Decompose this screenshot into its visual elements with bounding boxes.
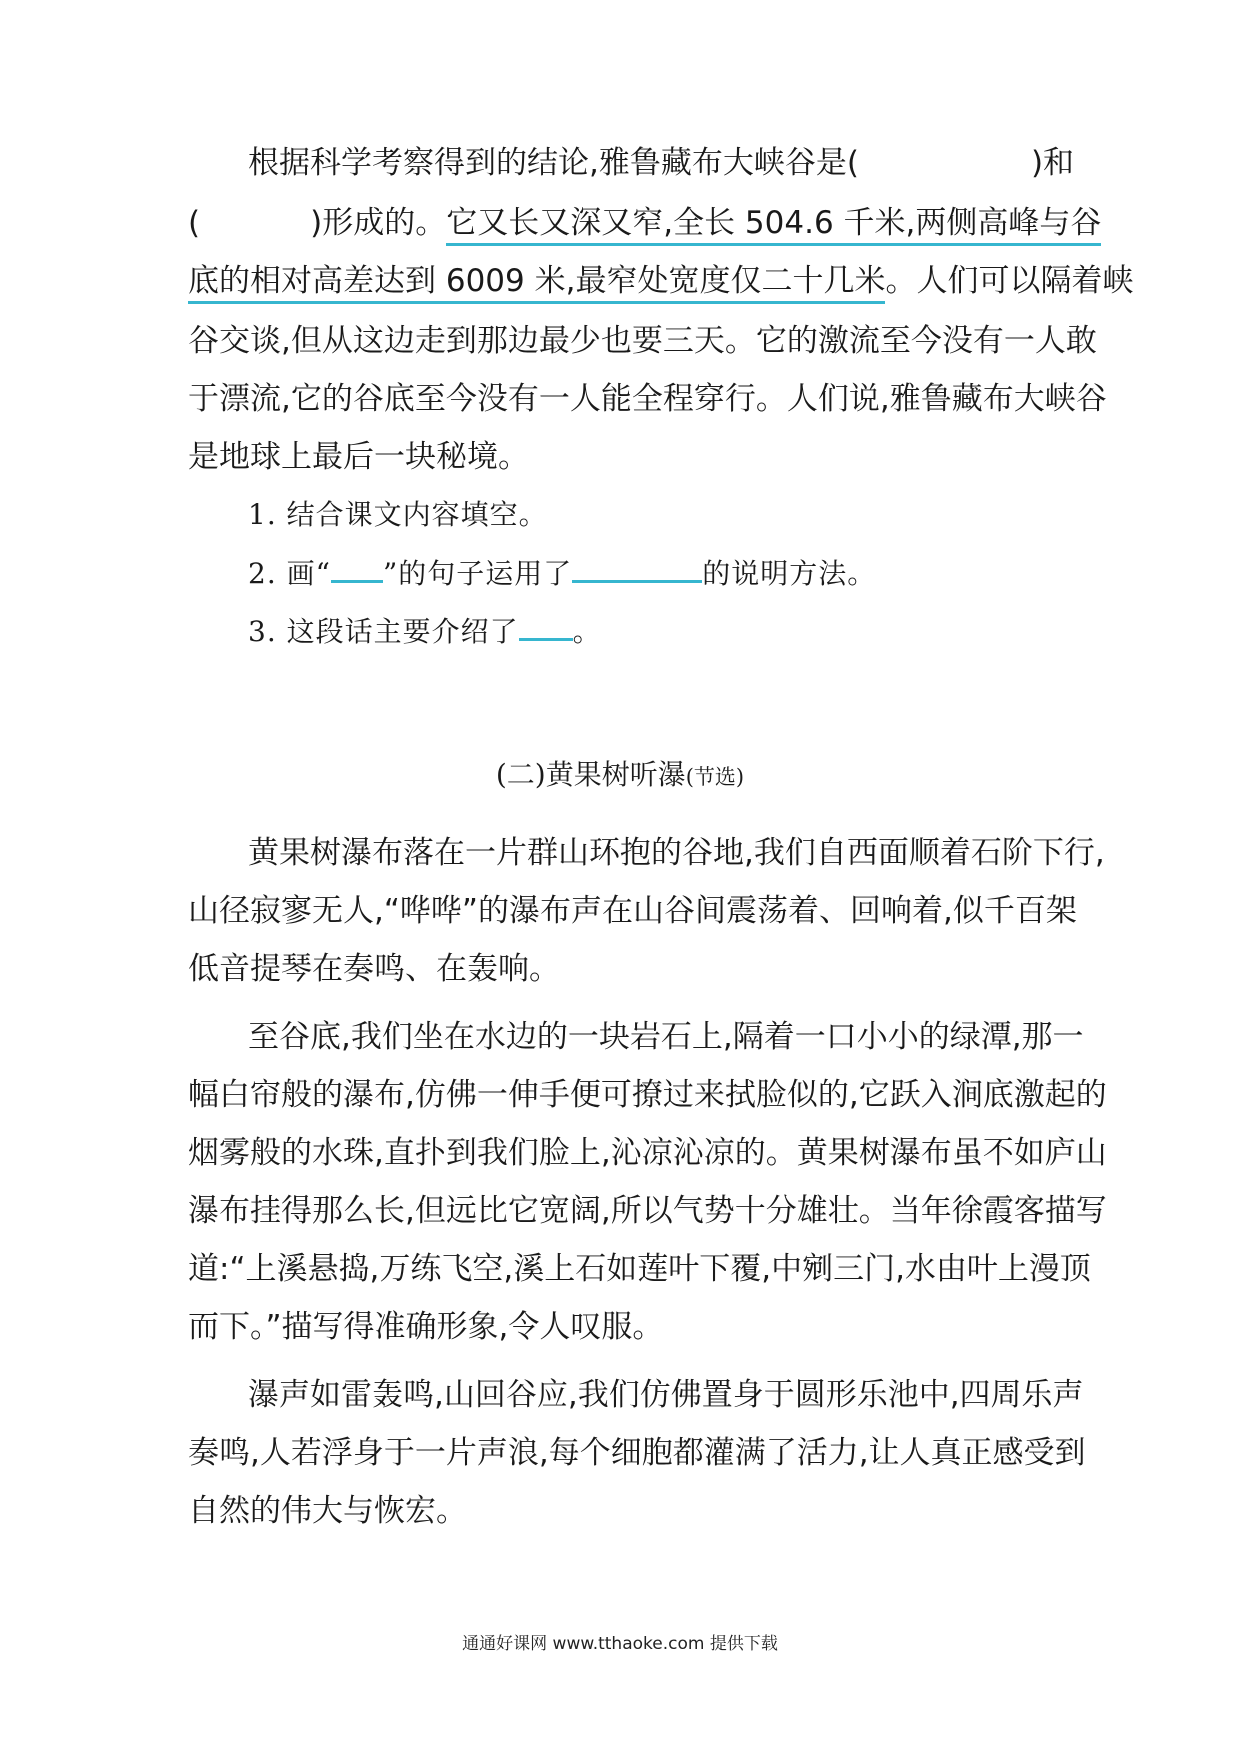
answer-blank-q2-b[interactable]	[572, 550, 702, 583]
passage2-p3-line1: 瀑声如雷轰鸣,山回谷应,我们仿佛置身于圆形乐池中,四周乐声	[248, 1377, 1084, 1413]
passage1-line2	[188, 200, 1102, 246]
passage2-p1-line2: 山径寂寥无人,“哗哗”的瀑布声在山谷间震荡着、回响着,似千百架	[188, 893, 1077, 929]
text: 的说明方法。	[702, 557, 877, 590]
passage2-p3-line3: 自然的伟大与恢宏。	[188, 1493, 467, 1529]
title-note: (节选)	[685, 765, 745, 789]
passage2-p2-line3: 烟雾般的水珠,直扑到我们脸上,沁凉沁凉的。黄果树瀑布虽不如庐山	[188, 1135, 1107, 1171]
section-title	[0, 752, 1240, 800]
question-2	[248, 550, 1068, 597]
passage2-p2-line1: 至谷底,我们坐在水边的一块岩石上,隔着一口小小的绿潭,那一	[248, 1019, 1084, 1055]
text: 。	[572, 615, 602, 648]
passage1-line6: 是地球上最后一块秘境。	[188, 439, 529, 475]
passage1-line1	[248, 140, 1075, 186]
answer-blank-q2-a[interactable]	[331, 550, 383, 583]
passage2-p3-line2: 奏鸣,人若浮身于一片声浪,每个细胞都灌满了活力,让人真正感受到	[188, 1435, 1086, 1471]
passage1-line3	[188, 258, 1134, 304]
text: 3. 这段话主要介绍了	[248, 615, 519, 648]
text: 根据科学考察得到的结论,雅鲁藏布大峡谷是(	[248, 145, 859, 181]
passage2-p1-line3: 低音提琴在奏鸣、在轰响。	[188, 951, 560, 987]
underlined-sentence: 底的相对高差达到 6009 米,最窄处宽度仅二十几米	[188, 263, 885, 304]
text: )和	[1030, 145, 1075, 181]
underlined-sentence: 它又长又深又窄,全长 504.6 千米,两侧高峰与谷	[446, 205, 1101, 246]
text: ”的句子运用了	[382, 557, 573, 590]
text: 。人们可以隔着峡	[885, 263, 1134, 299]
passage2-p2-line6: 而下。”描写得准确形象,令人叹服。	[188, 1309, 664, 1345]
title-text: (二)黄果树听瀑	[495, 758, 686, 791]
text: )形成的。	[310, 205, 447, 241]
passage1-line5: 于漂流,它的谷底至今没有一人能全程穿行。人们说,雅鲁藏布大峡谷	[188, 381, 1107, 417]
answer-blank-q3[interactable]	[519, 608, 573, 641]
passage2-p2-line2: 幅白帘般的瀑布,仿佛一伸手便可撩过来拭脸似的,它跃入涧底激起的	[188, 1077, 1107, 1113]
passage2-p2-line5: 道:“上溪悬捣,万练飞空,溪上石如莲叶下覆,中剜三门,水由叶上漫顶	[188, 1251, 1091, 1287]
passage2-p1-line1: 黄果树瀑布落在一片群山环抱的谷地,我们自西面顺着石阶下行,	[248, 835, 1105, 871]
question-3	[248, 608, 1068, 655]
footer-credit: 通通好课网 www.tthaoke.com 提供下载	[462, 1634, 778, 1654]
passage2-p2-line4: 瀑布挂得那么长,但远比它宽阔,所以气势十分雄壮。当年徐霞客描写	[188, 1193, 1107, 1229]
text: 2. 画“	[248, 557, 331, 590]
passage1-line4: 谷交谈,但从这边走到那边最少也要三天。它的激流至今没有一人敢	[188, 323, 1097, 359]
text: (	[188, 205, 201, 241]
question-1: 1. 结合课文内容填空。	[248, 498, 548, 531]
